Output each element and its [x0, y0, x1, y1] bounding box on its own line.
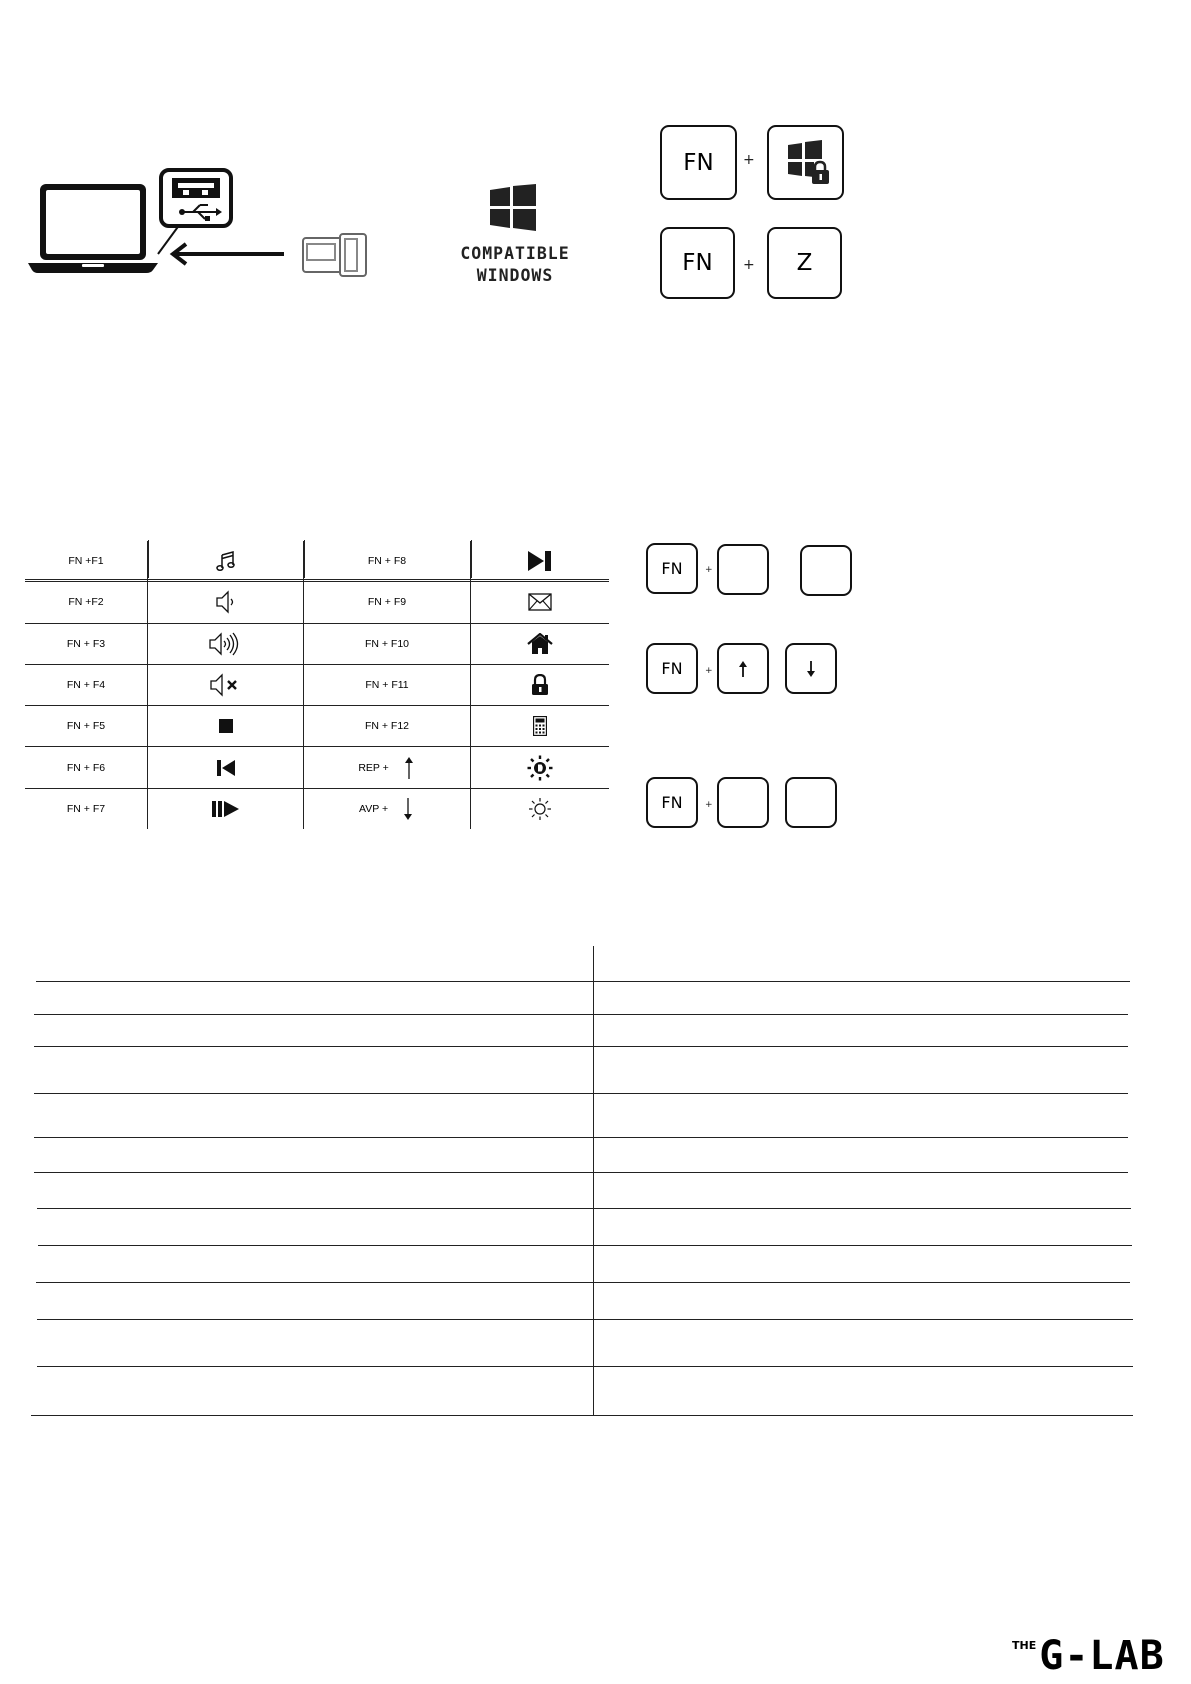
spec-table-divider: [593, 946, 594, 1415]
fn-key: [646, 777, 698, 828]
blank-key: [717, 777, 769, 828]
shortcut-label: FN + F5: [25, 706, 148, 747]
shortcut-label: FN + F11: [304, 664, 471, 705]
arrow-down-icon: [401, 797, 415, 821]
shortcut-label: FN + F9: [304, 582, 471, 623]
spec-table-row-line: [37, 1366, 1133, 1367]
spec-table-row-line: [31, 1415, 1133, 1416]
spec-table-row-line: [38, 1245, 1132, 1246]
compatible-windows-label: [440, 243, 590, 287]
home-icon: [471, 623, 610, 664]
blank-key: [717, 544, 769, 595]
brand-prefix: THE: [1012, 1639, 1037, 1652]
plus-sign: +: [705, 565, 713, 575]
fn-key: [660, 227, 735, 299]
table-row: [25, 623, 609, 664]
windows-lock-key: [767, 125, 844, 200]
table-row: [25, 664, 609, 705]
shortcut-label: FN + F7: [25, 788, 148, 829]
shortcut-label: FN + F8: [304, 541, 471, 582]
play-pause-icon: [148, 788, 304, 829]
calculator-icon: [471, 706, 610, 747]
usb-receiver-icon: [303, 234, 366, 276]
table-row: [25, 582, 609, 623]
arrow-up-icon: [402, 756, 416, 780]
spec-table-row-line: [36, 981, 1130, 982]
plus-sign: +: [705, 666, 713, 676]
spec-table-row-line: [34, 1137, 1128, 1138]
laptop-icon: [28, 184, 158, 273]
fn-key-label: FN: [661, 559, 683, 578]
spec-table-row-line: [36, 1282, 1130, 1283]
plus-sign: +: [705, 800, 713, 810]
shortcut-label: FN + F12: [304, 706, 471, 747]
spec-table-row-line: [34, 1046, 1128, 1047]
brightness-up-icon: [471, 747, 610, 788]
shortcut-label: FN + F3: [25, 623, 148, 664]
mail-icon: [471, 582, 610, 623]
shortcut-label: FN + F4: [25, 664, 148, 705]
fn-key-label: FN: [683, 149, 714, 176]
shortcut-label: REP +: [358, 761, 389, 774]
spec-table-row-line: [37, 1319, 1133, 1320]
music-note-icon: [148, 541, 304, 582]
unlock-icon: [471, 664, 610, 705]
insert-arrow-icon: [173, 244, 284, 264]
fn-key-label: FN: [661, 659, 683, 678]
windows-logo-icon: [490, 184, 538, 232]
mute-icon: [148, 664, 304, 705]
table-row: [25, 706, 609, 747]
table-row: [25, 541, 609, 582]
blank-key: [785, 777, 837, 828]
brightness-down-key-cell: [304, 788, 471, 829]
usb-port-icon: [158, 170, 231, 254]
z-key-label: Z: [796, 250, 813, 276]
stop-icon: [148, 706, 304, 747]
plus-sign: +: [743, 152, 755, 168]
blank-key: [800, 545, 852, 596]
volume-down-icon: [148, 582, 304, 623]
fn-key-label: FN: [682, 250, 713, 276]
shortcut-label: FN + F6: [25, 747, 148, 788]
fn-key: [646, 643, 698, 694]
arrow-down-key: [785, 643, 837, 694]
next-track-icon: [471, 541, 610, 582]
usb-setup-illustration: [28, 168, 373, 280]
fn-key-label: FN: [661, 793, 683, 812]
shortcut-label: FN + F10: [304, 623, 471, 664]
spec-table-row-line: [37, 1208, 1131, 1209]
spec-table-row-line: [34, 1014, 1128, 1015]
arrow-up-key: [717, 643, 769, 694]
spec-table-row-line: [34, 1093, 1128, 1094]
shortcut-label: AVP +: [358, 802, 389, 815]
table-row: [25, 788, 609, 829]
windows-lock-icon: [780, 138, 832, 188]
z-key: [767, 227, 842, 299]
table-row: [25, 747, 609, 788]
volume-up-icon: [148, 623, 304, 664]
fn-key: [660, 125, 737, 200]
windows-line: WINDOWS: [476, 266, 554, 285]
shortcut-label: FN +F1: [25, 541, 148, 582]
brightness-down-icon: [471, 788, 610, 829]
previous-track-icon: [148, 747, 304, 788]
fn-key: [646, 543, 698, 594]
arrow-down-icon: [806, 660, 816, 678]
function-key-table: [25, 541, 609, 829]
shortcut-label: FN +F2: [25, 582, 148, 623]
brand-name: G-LAB: [1039, 1633, 1165, 1679]
brand-logo: [1012, 1633, 1165, 1679]
arrow-up-icon: [738, 660, 748, 678]
brightness-up-key-cell: [304, 747, 471, 788]
plus-sign: +: [743, 257, 755, 273]
spec-table-row-line: [34, 1172, 1128, 1173]
compatible-line: COMPATIBLE: [460, 244, 570, 263]
